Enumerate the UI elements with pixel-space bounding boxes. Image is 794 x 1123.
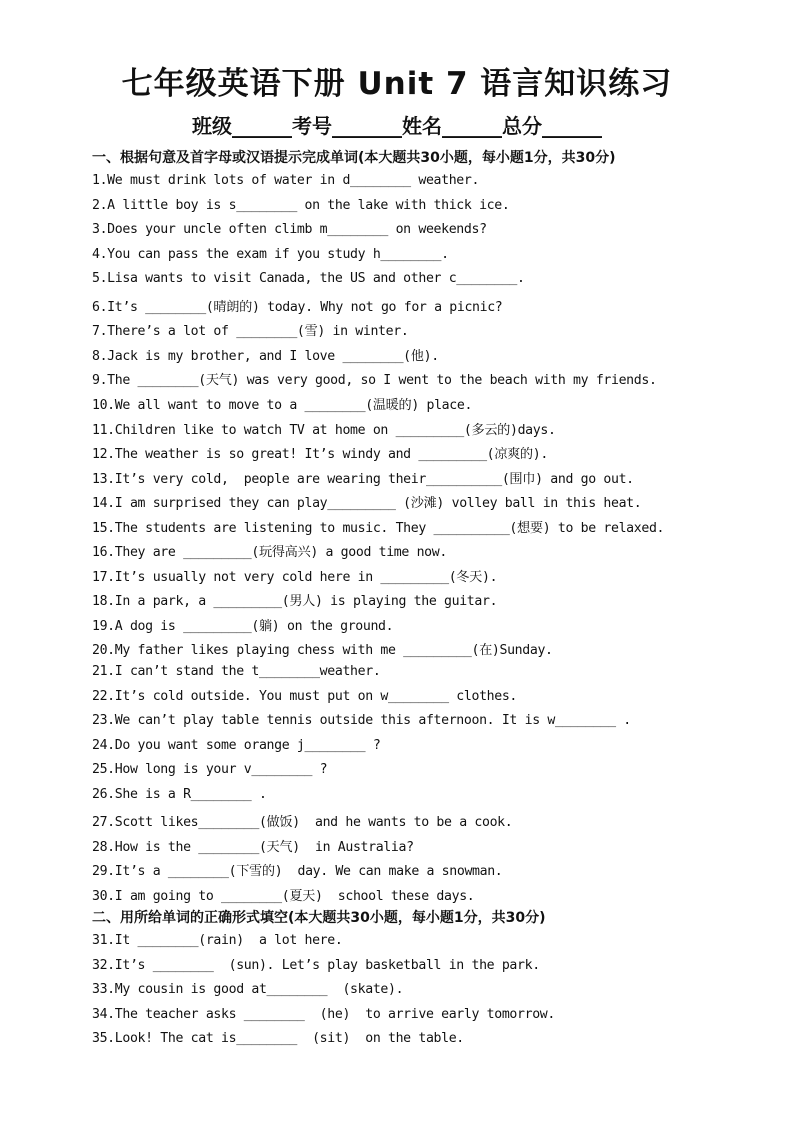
section-2-heading: 二、用所给单词的正确形式填空(本大题共30小题，每小题1分，共30分) [92, 910, 546, 926]
question-item: 31.It ________(rain) a lot here. [92, 933, 343, 948]
question-item: 10.We all want to move to a ________(温暖的) place. [92, 397, 473, 413]
question-item: 8.Jack is my brother, and I love ________(他). [92, 348, 439, 364]
question-item: 25.How long is your v________ ? [92, 762, 328, 778]
question-item: 22.It’s cold outside. You must put on w________ clothes. [92, 688, 518, 704]
question-item: 27.Scott likes________(做饭) and he wants to be a cook. [92, 815, 513, 831]
question-item: 13.It’s very cold, people are wearing their__________(围巾) and go out. [92, 471, 634, 487]
question-item: 6.It’s ________(晴朗的) today. Why not go for a picnic? [92, 299, 503, 315]
question-item: 23.We can’t play table tennis outside this afternoon. It is w________ . [92, 713, 631, 729]
question-item: 32.It’s ________ (sun). Let’s play basketball in the park. [92, 957, 540, 973]
question-item: 11.Children like to watch TV at home on _________(多云的)days. [92, 422, 556, 438]
question-item: 28.How is the ________(天气) in Australia? [92, 839, 414, 855]
question-item: 9.The ________(天气) was very good, so I went to the beach with my friends. [92, 373, 657, 389]
section-1-heading: 一、根据句意及首字母或汉语提示完成单词(本大题共30小题，每小题1分，共30分) [92, 150, 616, 166]
student-info-line: 班级______考号_______姓名______总分______ [192, 114, 602, 138]
question-item: 29.It’s a ________(下雪的) day. We can make a snowman. [92, 864, 503, 880]
question-item: 5.Lisa wants to visit Canada, the US and other c________. [92, 271, 525, 287]
question-item: 2.A little boy is s________ on the lake with thick ice. [92, 197, 510, 213]
question-item: 26.She is a R________ . [92, 786, 267, 802]
question-item: 7.There’s a lot of ________(雪) in winter. [92, 324, 409, 340]
question-item: 4.You can pass the exam if you study h________. [92, 246, 449, 262]
question-item: 1.We must drink lots of water in d________ weather. [92, 173, 480, 188]
question-item: 3.Does your uncle often climb m________ on weekends? [92, 222, 487, 238]
question-item: 33.My cousin is good at________ (skate). [92, 982, 404, 998]
question-item: 18.In a park, a _________(男人) is playing the guitar. [92, 594, 498, 610]
question-item: 12.The weather is so great! It’s windy and _________(凉爽的). [92, 447, 548, 463]
question-item: 34.The teacher asks ________ (he) to arrive early tomorrow. [92, 1006, 555, 1022]
question-item: 35.Look! The cat is________ (sit) on the table. [92, 1031, 464, 1047]
page-title: 七年级英语下册 Unit 7 语言知识练习 [121, 66, 673, 102]
question-item: 15.The students are listening to music. They __________(想要) to be relaxed. [92, 520, 665, 536]
question-item: 30.I am going to ________(夏天) school these days. [92, 888, 475, 904]
question-item: 21.I can’t stand the t________weather. [92, 664, 381, 679]
question-item: 14.I am surprised they can play_________ (沙滩) volley ball in this heat. [92, 496, 642, 512]
question-item: 24.Do you want some orange j________ ? [92, 737, 381, 753]
question-item: 16.They are _________(玩得高兴) a good time now. [92, 545, 447, 561]
question-item: 19.A dog is _________(躺) on the ground. [92, 618, 394, 634]
question-item: 17.It’s usually not very cold here in _________(冬天). [92, 569, 498, 585]
question-item: 20.My father likes playing chess with me _________(在)Sunday. [92, 643, 553, 659]
